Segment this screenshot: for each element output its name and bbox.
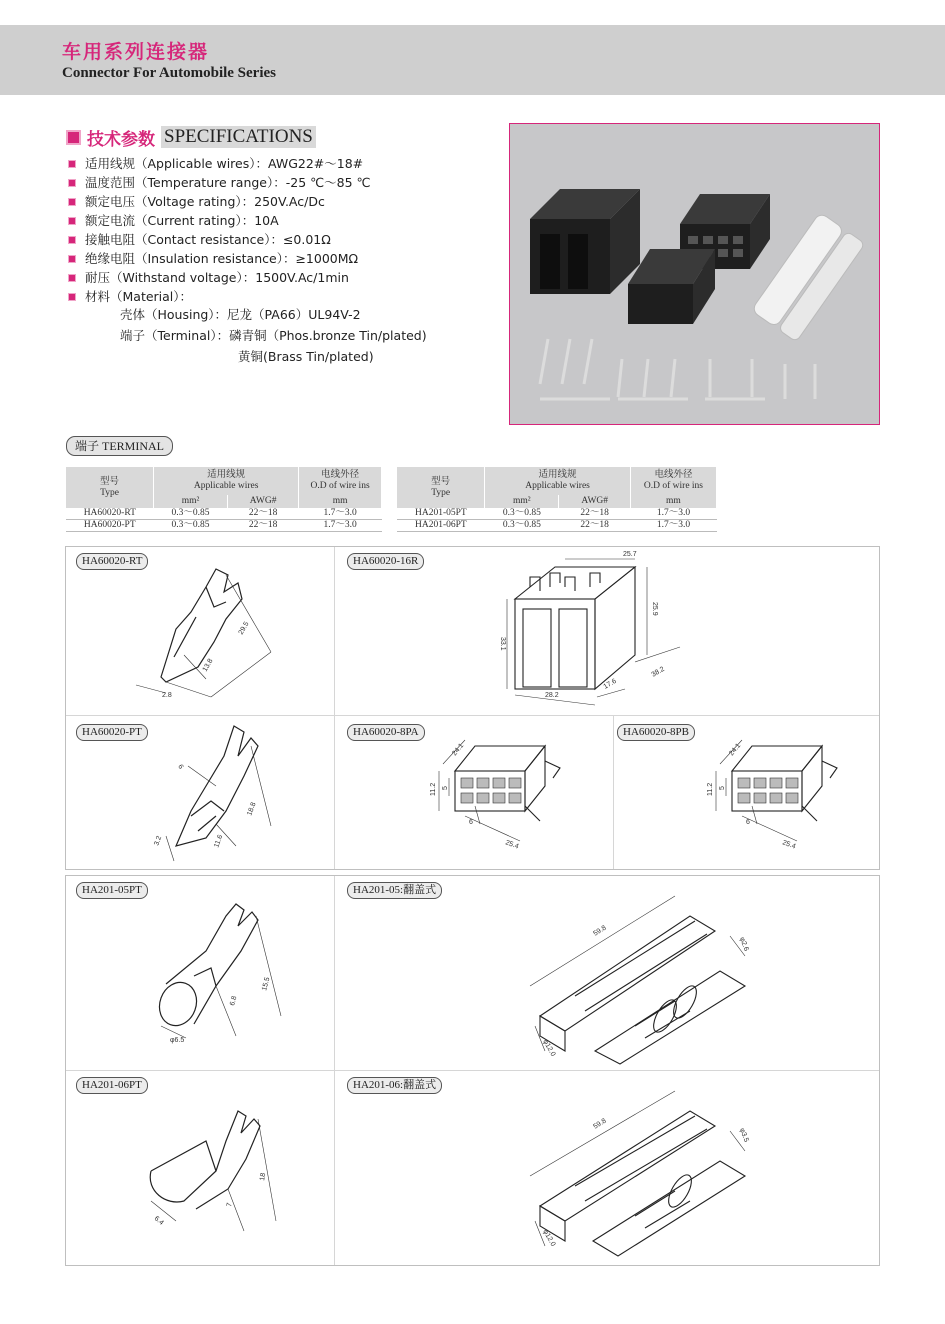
dim-6: 6 (469, 819, 473, 826)
dim-59-8: 59.8 (592, 1117, 608, 1131)
drawing-ha60020-8pb (614, 716, 879, 869)
dim-length-inner: 13.8 (201, 657, 215, 673)
drawing-label: HA201-06:翻盖式 (347, 1077, 442, 1094)
flip-cover-drawing-05 (335, 876, 879, 1070)
cell-mm2: 0.3～0.85 (154, 508, 228, 520)
dim-height-right: 25.9 (651, 602, 658, 616)
dim-15-5: 15.5 (261, 976, 272, 992)
square-bullet-icon (68, 160, 76, 168)
cell-mm2: 0.3～0.85 (485, 520, 559, 532)
drawing-label: HA201-06PT (76, 1077, 148, 1094)
drawing-label: HA60020-RT (76, 553, 148, 570)
cell-od: 1.7～3.0 (630, 508, 716, 520)
dim-6: 6 (746, 819, 750, 826)
cell-mm2: 0.3～0.85 (485, 508, 559, 520)
dim-6-4: 6.4 (152, 1215, 165, 1227)
drawing-panel-upper (65, 546, 880, 870)
dim-width-bottom: 28.2 (545, 692, 559, 699)
dim-18-8: 18.8 (246, 801, 258, 817)
dim-11-2: 11.2 (707, 782, 714, 796)
col-type (397, 467, 485, 508)
dim-7: 7 (226, 1202, 234, 1208)
dim-height-left: 33.1 (499, 637, 506, 651)
drawing-ha201-05-cover (335, 876, 879, 1070)
col-type (66, 467, 154, 508)
drawing-label: HA60020-16R (347, 553, 424, 570)
cell-type: HA201-06PT (397, 520, 485, 532)
spec-item (68, 268, 371, 287)
wires-en: Applicable wires (525, 481, 590, 491)
type-cn: 型号 (431, 476, 451, 487)
square-bullet-icon (66, 130, 81, 145)
spec-item (68, 249, 371, 268)
spec-text: 额定电流（Current rating）：10A (85, 213, 279, 228)
cell-awg: 22～18 (228, 508, 299, 520)
title-cn: 车用系列连接器 (62, 41, 210, 63)
spec-item (68, 230, 371, 249)
material-brass: 黄铜(Brass Tin/plated) (238, 349, 374, 364)
dim-phi-2-6: φ2.6 (738, 936, 750, 953)
square-bullet-icon (68, 255, 76, 263)
drawing-label: HA201-05PT (76, 882, 148, 899)
cell-awg: 22～18 (559, 508, 630, 520)
dim-18: 18 (259, 1172, 268, 1182)
dim-24-1: 24.1 (728, 742, 743, 758)
dim-depth-small: 17.6 (602, 677, 618, 691)
dim-length: 29.5 (237, 620, 251, 636)
col-wires (485, 467, 631, 495)
drawing-ha201-06-cover (335, 1071, 879, 1265)
spec-item (68, 192, 371, 211)
type-en: Type (100, 487, 119, 498)
spec-item (68, 211, 371, 230)
dim-3-2: 3.2 (153, 835, 164, 847)
square-bullet-icon (68, 293, 76, 301)
square-bullet-icon (68, 236, 76, 244)
dim-5: 5 (719, 786, 726, 790)
dim-width: 2.8 (162, 692, 172, 699)
square-bullet-icon (68, 179, 76, 187)
col-od (630, 467, 716, 495)
square-bullet-icon (68, 217, 76, 225)
col-awg: AWG# (559, 495, 630, 508)
drawing-label: HA60020-8PA (347, 724, 425, 741)
specifications-heading (66, 124, 316, 150)
cell-type: HA60020-PT (66, 520, 154, 532)
dim-width-top: 25.7 (623, 551, 637, 558)
spec-text: 额定电压（Voltage rating）：250V.Ac/Dc (85, 194, 325, 209)
drawing-label: HA60020-PT (76, 724, 148, 741)
dim-5: 5 (442, 786, 449, 790)
drawing-ha60020-8pa (335, 716, 613, 869)
dim-59-8: 59.8 (592, 924, 608, 938)
cell-type: HA60020-RT (66, 508, 154, 520)
terminal-drawing-06pt (66, 1071, 334, 1265)
specifications-heading-cn: 技术参数 (87, 129, 155, 150)
type-cn: 型号 (100, 476, 120, 487)
table-row (397, 520, 717, 532)
col-wires (154, 467, 299, 495)
terminal-drawing-05pt (66, 876, 334, 1070)
spec-text: 适用线规（Applicable wires）：AWG22#～18# (85, 156, 364, 171)
drawing-label: HA201-05:翻盖式 (347, 882, 442, 899)
cell-awg: 22～18 (228, 520, 299, 532)
material-housing: 壳体（Housing）：尼龙（PA66）UL94V-2 (120, 307, 361, 322)
table-row (66, 520, 382, 532)
spec-item (68, 287, 371, 306)
housing-drawing-16r (335, 547, 879, 715)
col-mm2: mm² (154, 495, 228, 508)
terminal-table-left (66, 467, 382, 532)
spec-text: 耐压（Withstand voltage）：1500V.Ac/1min (85, 270, 349, 285)
dim-11-2: 11.2 (430, 782, 437, 796)
dim-24-1: 24.1 (451, 742, 466, 758)
cell-od: 1.7～3.0 (299, 508, 382, 520)
col-mm2: mm² (485, 495, 559, 508)
od-en: O.D of wire ins (310, 481, 370, 491)
title-en: Connector For Automobile Series (62, 65, 277, 81)
table-row (66, 508, 382, 520)
cell-type: HA201-05PT (397, 508, 485, 520)
drawing-ha60020-pt (66, 716, 334, 869)
spec-text: 绝缘电阻（Insulation resistance）：≥1000MΩ (85, 251, 359, 266)
drawing-ha201-05pt (66, 876, 334, 1070)
dim-phi-12: φ12.0 (541, 1228, 557, 1248)
dim-6: 6 (176, 763, 185, 771)
spec-text: 接触电阻（Contact resistance）：≤0.01Ω (85, 232, 331, 247)
col-mm: mm (299, 495, 382, 508)
drawing-ha60020-rt (66, 547, 334, 715)
wires-cn: 适用线规 (538, 470, 577, 480)
flip-cover-drawing-06 (335, 1071, 879, 1265)
drawing-ha60020-16r (335, 547, 879, 715)
drawing-ha201-06pt (66, 1071, 334, 1265)
spec-item (68, 173, 371, 192)
specifications-list (68, 154, 371, 306)
type-en: Type (431, 487, 451, 498)
square-bullet-icon (68, 198, 76, 206)
od-cn: 电线外径 (321, 470, 360, 480)
wires-en: Applicable wires (193, 481, 259, 491)
terminal-label: 端子 TERMINAL (66, 436, 173, 456)
spec-text: 材料（Material）： (85, 289, 193, 304)
specifications-heading-en: SPECIFICATIONS (161, 126, 316, 148)
drawing-panel-lower (65, 875, 880, 1266)
product-photo-illustration (510, 124, 879, 424)
dim-25-4: 25.4 (504, 839, 520, 851)
square-bullet-icon (68, 274, 76, 282)
cell-od: 1.7～3.0 (630, 520, 716, 532)
dim-25-4: 25.4 (781, 839, 797, 851)
spec-item (68, 154, 371, 173)
cell-od: 1.7～3.0 (299, 520, 382, 532)
dim-depth: 38.2 (650, 665, 666, 679)
material-terminal: 端子（Terminal）：磷青铜（Phos.bronze Tin/plated) (120, 328, 427, 343)
od-en: O.D of wire ins (643, 481, 703, 491)
cell-awg: 22～18 (559, 520, 630, 532)
spec-text: 温度范围（Temperature range）：-25 ℃～85 ℃ (85, 175, 371, 190)
dim-11-6: 11.6 (213, 833, 225, 849)
drawing-label: HA60020-8PB (617, 724, 695, 741)
terminal-drawing-rt (66, 547, 334, 715)
terminal-table-right (397, 467, 717, 532)
dim-phi-12: φ12.0 (541, 1038, 557, 1058)
od-cn: 电线外径 (654, 470, 693, 480)
col-awg: AWG# (228, 495, 299, 508)
cell-mm2: 0.3～0.85 (154, 520, 228, 532)
dim-6-8: 6.8 (229, 995, 239, 1007)
product-photo (509, 123, 880, 425)
dim-phi-3-5: φ3.5 (738, 1127, 750, 1144)
col-mm: mm (630, 495, 716, 508)
dim-phi-6-5: φ6.5 (170, 1037, 185, 1044)
wires-cn: 适用线规 (207, 470, 246, 480)
table-row (397, 508, 717, 520)
col-od (299, 467, 382, 495)
page-header (0, 25, 945, 95)
